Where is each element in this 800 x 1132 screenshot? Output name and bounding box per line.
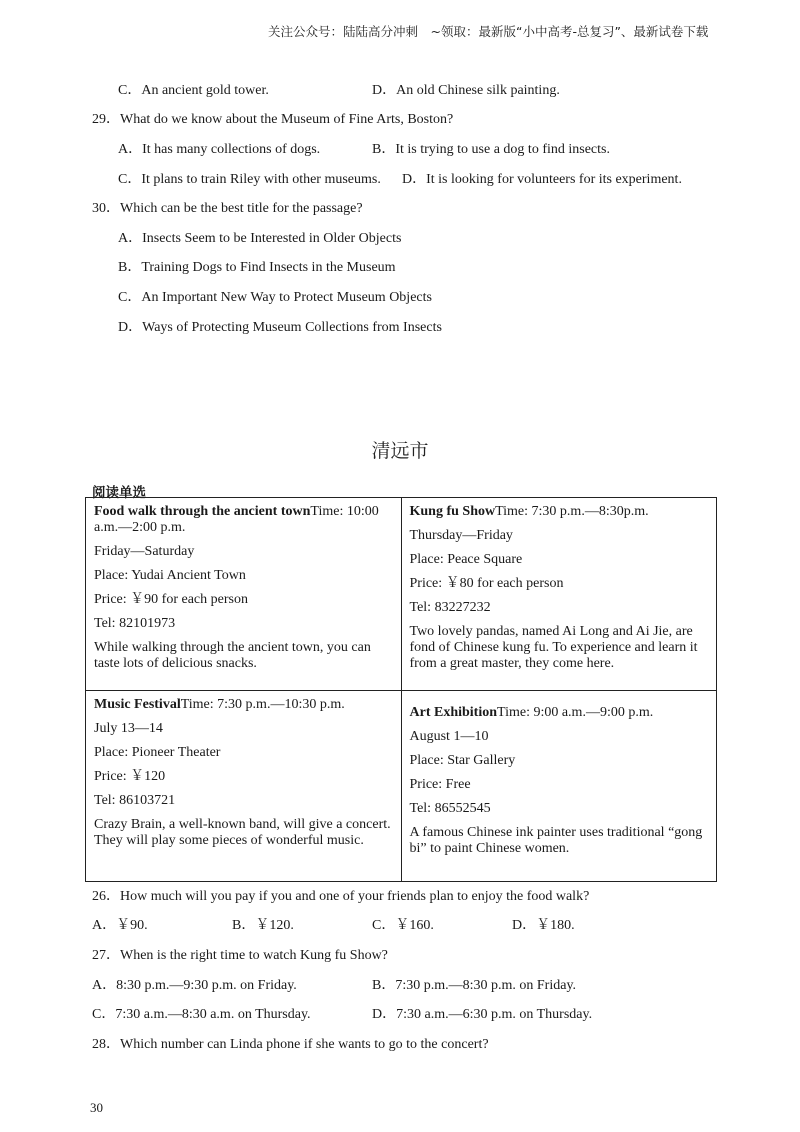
q28-option-c: C．An ancient gold tower. bbox=[118, 83, 269, 98]
q27-option-b: B．7:30 p.m.—8:30 p.m. on Friday. bbox=[372, 978, 577, 993]
q30-option-c: C．An Important New Way to Protect Museum Objects bbox=[118, 290, 432, 305]
event-tel: Tel: 86552545 bbox=[409, 801, 491, 816]
q27-option-c: C．7:30 a.m.—8:30 a.m. on Thursday. bbox=[92, 1007, 311, 1022]
event-title: Food walk through the ancient town bbox=[94, 504, 311, 519]
q27-option-d: D．7:30 a.m.—6:30 p.m. on Thursday. bbox=[372, 1007, 593, 1022]
q26-option-c: C．￥160. bbox=[372, 918, 434, 933]
event-cell-food bbox=[86, 498, 402, 691]
q29-option-b: B．It is trying to use a dog to find insects. bbox=[372, 142, 610, 157]
event-time: Time: 9:00 a.m.—9:00 p.m. bbox=[497, 705, 654, 720]
event-price: Price: ￥90 for each person bbox=[94, 592, 248, 607]
event-days: Thursday—Friday bbox=[409, 528, 513, 543]
q29-option-a: A．It has many collections of dogs. bbox=[118, 142, 321, 157]
event-description: A famous Chinese ink painter uses traditional “gong bi” to paint Chinese women. bbox=[409, 825, 703, 856]
q28-option-d: D．An old Chinese silk painting. bbox=[372, 83, 560, 98]
event-tel: Tel: 82101973 bbox=[94, 616, 176, 631]
event-price: Price: Free bbox=[409, 777, 471, 792]
event-days: August 1—10 bbox=[409, 729, 489, 744]
event-title: Music Festival bbox=[94, 697, 181, 712]
event-description: Crazy Brain, a well-known band, will give a concert. They will play some pieces of wonderful music. bbox=[94, 817, 391, 848]
event-price: Price: ￥120 bbox=[94, 769, 166, 784]
event-title: Art Exhibition bbox=[409, 705, 498, 720]
event-description: While walking through the ancient town, you can taste lots of delicious snacks. bbox=[94, 640, 371, 671]
q29-option-d: D．It is looking for volunteers for its experiment. bbox=[402, 172, 682, 187]
q28-stem: 28．Which number can Linda phone if she wants to go to the concert? bbox=[92, 1037, 489, 1052]
event-title: Kung fu Show bbox=[409, 504, 496, 519]
q26-option-a: A．￥90. bbox=[92, 918, 148, 933]
q30-option-a: A．Insects Seem to be Interested in Older Objects bbox=[118, 231, 402, 246]
event-days: Friday—Saturday bbox=[94, 544, 195, 559]
q26-option-d: D．￥180. bbox=[512, 918, 575, 933]
section-title: 清远市 bbox=[371, 440, 429, 462]
q26-stem: 26．How much will you pay if you and one of your friends plan to enjoy the food walk? bbox=[92, 889, 590, 904]
event-price: Price: ￥80 for each person bbox=[409, 576, 564, 591]
event-cell-art bbox=[401, 691, 717, 882]
event-tel: Tel: 83227232 bbox=[409, 600, 491, 615]
event-time: Time: 7:30 p.m.—10:30 p.m. bbox=[180, 697, 345, 712]
q30-option-b: B．Training Dogs to Find Insects in the Museum bbox=[118, 260, 396, 275]
q30-stem: 30．Which can be the best title for the passage? bbox=[92, 201, 363, 216]
event-time: Time: 7:30 p.m.—8:30p.m. bbox=[495, 504, 649, 519]
q27-stem: 27．When is the right time to watch Kung fu Show? bbox=[92, 948, 388, 963]
event-tel: Tel: 86103721 bbox=[94, 793, 176, 808]
events-table bbox=[85, 497, 717, 882]
page-number: 30 bbox=[90, 1100, 103, 1115]
event-cell-music bbox=[86, 691, 402, 882]
q30-option-d: D．Ways of Protecting Museum Collections from Insects bbox=[118, 320, 442, 335]
section-label: 阅读单选 bbox=[92, 485, 146, 501]
event-place: Place: Yudai Ancient Town bbox=[94, 568, 246, 583]
q29-option-c: C．It plans to train Riley with other museums. bbox=[118, 172, 381, 187]
event-days: July 13—14 bbox=[94, 721, 163, 736]
event-place: Place: Star Gallery bbox=[409, 753, 516, 768]
event-cell-kungfu bbox=[401, 498, 717, 691]
q29-stem: 29．What do we know about the Museum of Fine Arts, Boston? bbox=[92, 112, 454, 127]
page-header: 关注公众号：陆陆高分冲刺 ~领取：最新版“小中高考-总复习”、最新试卷下载 bbox=[268, 24, 709, 39]
event-description: Two lovely pandas, named Ai Long and Ai Jie, are fond of Chinese kung fu. To experience and learn it from a great master, they come here. bbox=[409, 624, 698, 671]
q26-option-b: B．￥120. bbox=[232, 918, 294, 933]
event-time: Time: 10:00 a.m.—2:00 p.m. bbox=[94, 504, 379, 535]
q27-option-a: A．8:30 p.m.—9:30 p.m. on Friday. bbox=[92, 978, 297, 993]
event-place: Place: Peace Square bbox=[409, 552, 523, 567]
event-place: Place: Pioneer Theater bbox=[94, 745, 221, 760]
